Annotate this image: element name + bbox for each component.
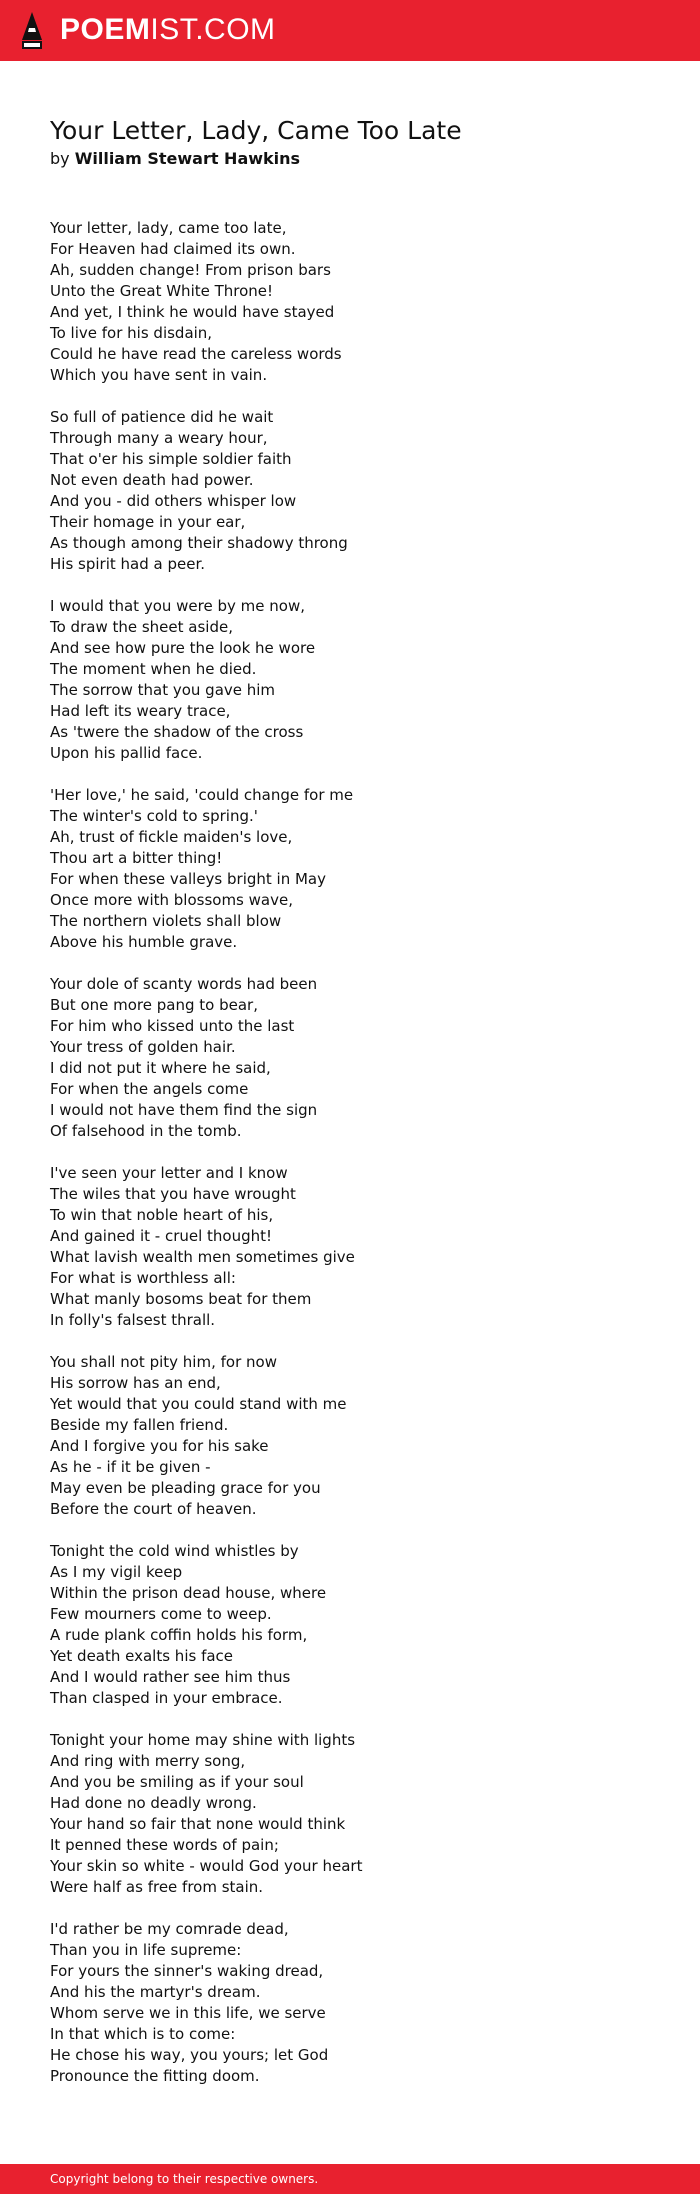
site-footer — [0, 2164, 700, 2194]
poem-line: The winter's cold to spring.' — [50, 807, 258, 825]
poem-line: Ah, sudden change! From prison bars — [50, 261, 331, 279]
poem-line: His sorrow has an end, — [50, 1374, 221, 1392]
poem-line: But one more pang to bear, — [50, 996, 258, 1014]
poem-line: For yours the sinner's waking dread, — [50, 1962, 324, 1980]
poem-line: In folly's falsest thrall. — [50, 1311, 216, 1329]
poem-line: Through many a weary hour, — [50, 429, 268, 447]
author-name[interactable]: William Stewart Hawkins — [74, 149, 301, 168]
poem-line: For when these valleys bright in May — [50, 870, 326, 888]
poem-line: To win that noble heart of his, — [50, 1206, 274, 1224]
stanza — [50, 407, 650, 575]
copyright-text: Copyright belong to their respective owners. — [50, 2172, 319, 2186]
poem-body — [50, 218, 650, 2108]
poem-line: And you - did others whisper low — [50, 492, 297, 510]
poem-line: And see how pure the look he wore — [50, 639, 316, 657]
poem-line: It penned these words of pain; — [50, 1836, 279, 1854]
poem-line: Pronounce the fitting doom. — [50, 2067, 260, 2085]
poem-line: The northern violets shall blow — [50, 912, 282, 930]
poem-line: Whom serve we in this life, we serve — [50, 2004, 326, 2022]
byline — [50, 149, 300, 169]
poem-line: Beside my fallen friend. — [50, 1416, 229, 1434]
poem-line: And you be smiling as if your soul — [50, 1773, 304, 1791]
stanza — [50, 218, 650, 386]
poem-line: And gained it - cruel thought! — [50, 1227, 273, 1245]
stanza — [50, 1352, 650, 1520]
poem-line: As 'twere the shadow of the cross — [50, 723, 304, 741]
poem-line: Tonight your home may shine with lights — [50, 1731, 356, 1749]
poem-line: For Heaven had claimed its own. — [50, 240, 296, 258]
poem-line: To live for his disdain, — [50, 324, 213, 342]
poem-line: As I my vigil keep — [50, 1563, 183, 1581]
poem-line: Ah, trust of fickle maiden's love, — [50, 828, 293, 846]
poem-line: Unto the Great White Throne! — [50, 282, 274, 300]
poem-line: I've seen your letter and I know — [50, 1164, 288, 1182]
poem-line: And his the martyr's dream. — [50, 1983, 261, 2001]
poem-line: Which you have sent in vain. — [50, 366, 268, 384]
poem-line: You shall not pity him, for now — [50, 1353, 277, 1371]
poem-line: Your skin so white - would God your heart — [50, 1857, 363, 1875]
poem-line: As though among their shadowy throng — [50, 534, 348, 552]
poem-line: He chose his way, you yours; let God — [50, 2046, 329, 2064]
poem-line: So full of patience did he wait — [50, 408, 274, 426]
poem-line: For when the angels come — [50, 1080, 249, 1098]
poem-line: Than clasped in your embrace. — [50, 1689, 283, 1707]
poem-line: Not even death had power. — [50, 471, 254, 489]
stanza — [50, 596, 650, 764]
stanza — [50, 785, 650, 953]
poem-line: The wiles that you have wrought — [50, 1185, 296, 1203]
poem-line: Within the prison dead house, where — [50, 1584, 327, 1602]
poem-line: Could he have read the careless words — [50, 345, 342, 363]
poem-line: His spirit had a peer. — [50, 555, 206, 573]
poem-line: The moment when he died. — [50, 660, 257, 678]
poem-line: Upon his pallid face. — [50, 744, 203, 762]
stanza — [50, 1541, 650, 1709]
poem-line: What lavish wealth men sometimes give — [50, 1248, 355, 1266]
poem-line: Once more with blossoms wave, — [50, 891, 293, 909]
poem-line: And I would rather see him thus — [50, 1668, 291, 1686]
poem-line: Before the court of heaven. — [50, 1500, 257, 1518]
stanza — [50, 974, 650, 1142]
poem-line: The sorrow that you gave him — [50, 681, 276, 699]
poem-line: Yet death exalts his face — [50, 1647, 234, 1665]
pen-nib-icon[interactable] — [18, 10, 46, 50]
site-header — [0, 0, 700, 61]
poem-line: I would not have them find the sign — [50, 1101, 318, 1119]
poem-line: What manly bosoms beat for them — [50, 1290, 312, 1308]
poem-line: I did not put it where he said, — [50, 1059, 271, 1077]
poem-line: As he - if it be given - — [50, 1458, 211, 1476]
stanza — [50, 1163, 650, 1331]
poem-line: Than you in life supreme: — [50, 1941, 242, 1959]
by-label: by — [50, 149, 70, 168]
poem-line: Your letter, lady, came too late, — [50, 219, 287, 237]
poem-line: Thou art a bitter thing! — [50, 849, 223, 867]
brand-light: IST.COM — [150, 13, 276, 46]
poem-line: Your hand so fair that none would think — [50, 1815, 346, 1833]
poem-line: For him who kissed unto the last — [50, 1017, 295, 1035]
stanza — [50, 1919, 650, 2087]
poem-line: Few mourners come to weep. — [50, 1605, 272, 1623]
poem-line: That o'er his simple soldier faith — [50, 450, 292, 468]
poem-line: Above his humble grave. — [50, 933, 238, 951]
poem-line: Their homage in your ear, — [50, 513, 246, 531]
poem-title: Your Letter, Lady, Came Too Late — [50, 116, 462, 145]
poem-line: Your dole of scanty words had been — [50, 975, 318, 993]
poem-line: May even be pleading grace for you — [50, 1479, 321, 1497]
poem-line: 'Her love,' he said, 'could change for me — [50, 786, 354, 804]
poem-line: In that which is to come: — [50, 2025, 236, 2043]
brand-bold: POEM — [60, 13, 151, 46]
poem-line: Had done no deadly wrong. — [50, 1794, 257, 1812]
poem-line: And yet, I think he would have stayed — [50, 303, 335, 321]
poem-line: Yet would that you could stand with me — [50, 1395, 347, 1413]
poem-line: Your tress of golden hair. — [50, 1038, 236, 1056]
poem-line: And ring with merry song, — [50, 1752, 246, 1770]
poem-line: A rude plank coffin holds his form, — [50, 1626, 308, 1644]
poem-line: Tonight the cold wind whistles by — [50, 1542, 299, 1560]
poem-line: I'd rather be my comrade dead, — [50, 1920, 289, 1938]
poem-line: And I forgive you for his sake — [50, 1437, 269, 1455]
poem-line: For what is worthless all: — [50, 1269, 236, 1287]
poem-line: Of falsehood in the tomb. — [50, 1122, 242, 1140]
poem-line: Had left its weary trace, — [50, 702, 231, 720]
poem-line: To draw the sheet aside, — [50, 618, 233, 636]
poem-line: Were half as free from stain. — [50, 1878, 264, 1896]
poem-line: I would that you were by me now, — [50, 597, 305, 615]
site-logo-text[interactable] — [60, 14, 276, 46]
stanza — [50, 1730, 650, 1898]
